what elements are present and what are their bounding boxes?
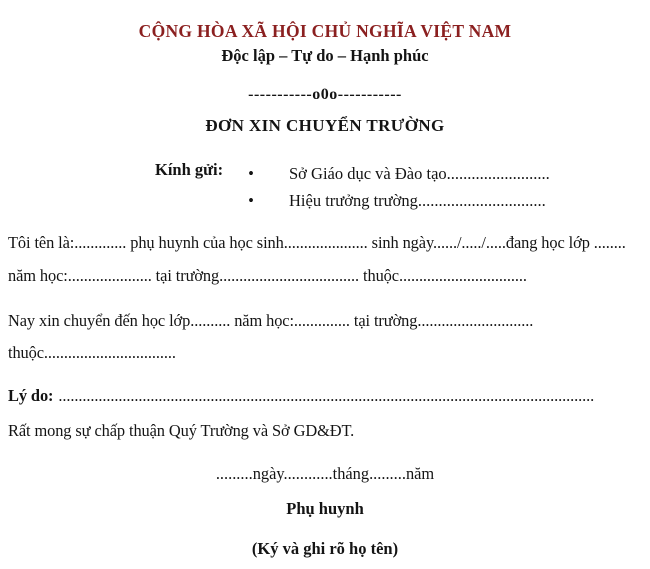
bullet-icon: • [248,191,254,210]
recipient-item [243,160,550,187]
document-title: ĐƠN XIN CHUYỂN TRƯỜNG [205,116,445,135]
bullet-icon: • [248,164,254,183]
reason-line [8,386,644,406]
body-line-transfer-school-district: thuộc................................. [8,343,176,362]
recipient-item-label: Hiệu trưởng trường............................... [289,191,546,210]
recipient-item-label: Sở Giáo dục và Đào tạo......................... [289,164,550,183]
signer-role: Phụ huynh [286,499,364,518]
recipient-item [243,187,550,214]
reason-dotted-line: ...................................................................................................................................... [58,386,595,405]
body-line-current-school: năm học:..................... tại trường................................... thuộc................................ [8,266,527,285]
reason-label: Lý do: [8,386,54,405]
motto-line: Độc lập – Tự do – Hạnh phúc [221,46,429,65]
body-line-name-student: Tôi tên là:............. phụ huynh của học sinh..................... sinh ngày....../...../.....đang học lớp ........ [8,233,626,252]
body-line-transfer-request: Nay xin chuyển đến học lớp.......... năm học:.............. tại trường............................. [8,311,534,330]
date-line: .........ngày............tháng.........năm [215,464,435,483]
recipients-label: Kính gửi: [155,160,224,179]
national-title: CỘNG HÒA XÃ HỘI CHỦ NGHĨA VIỆT NAM [138,21,512,41]
closing-line: Rất mong sự chấp thuận Quý Trường và Sở GD&ĐT. [8,421,355,440]
signer-note: (Ký và ghi rõ họ tên) [251,539,399,558]
divider-line: -----------o0o----------- [248,86,402,103]
recipients-section [155,160,550,214]
